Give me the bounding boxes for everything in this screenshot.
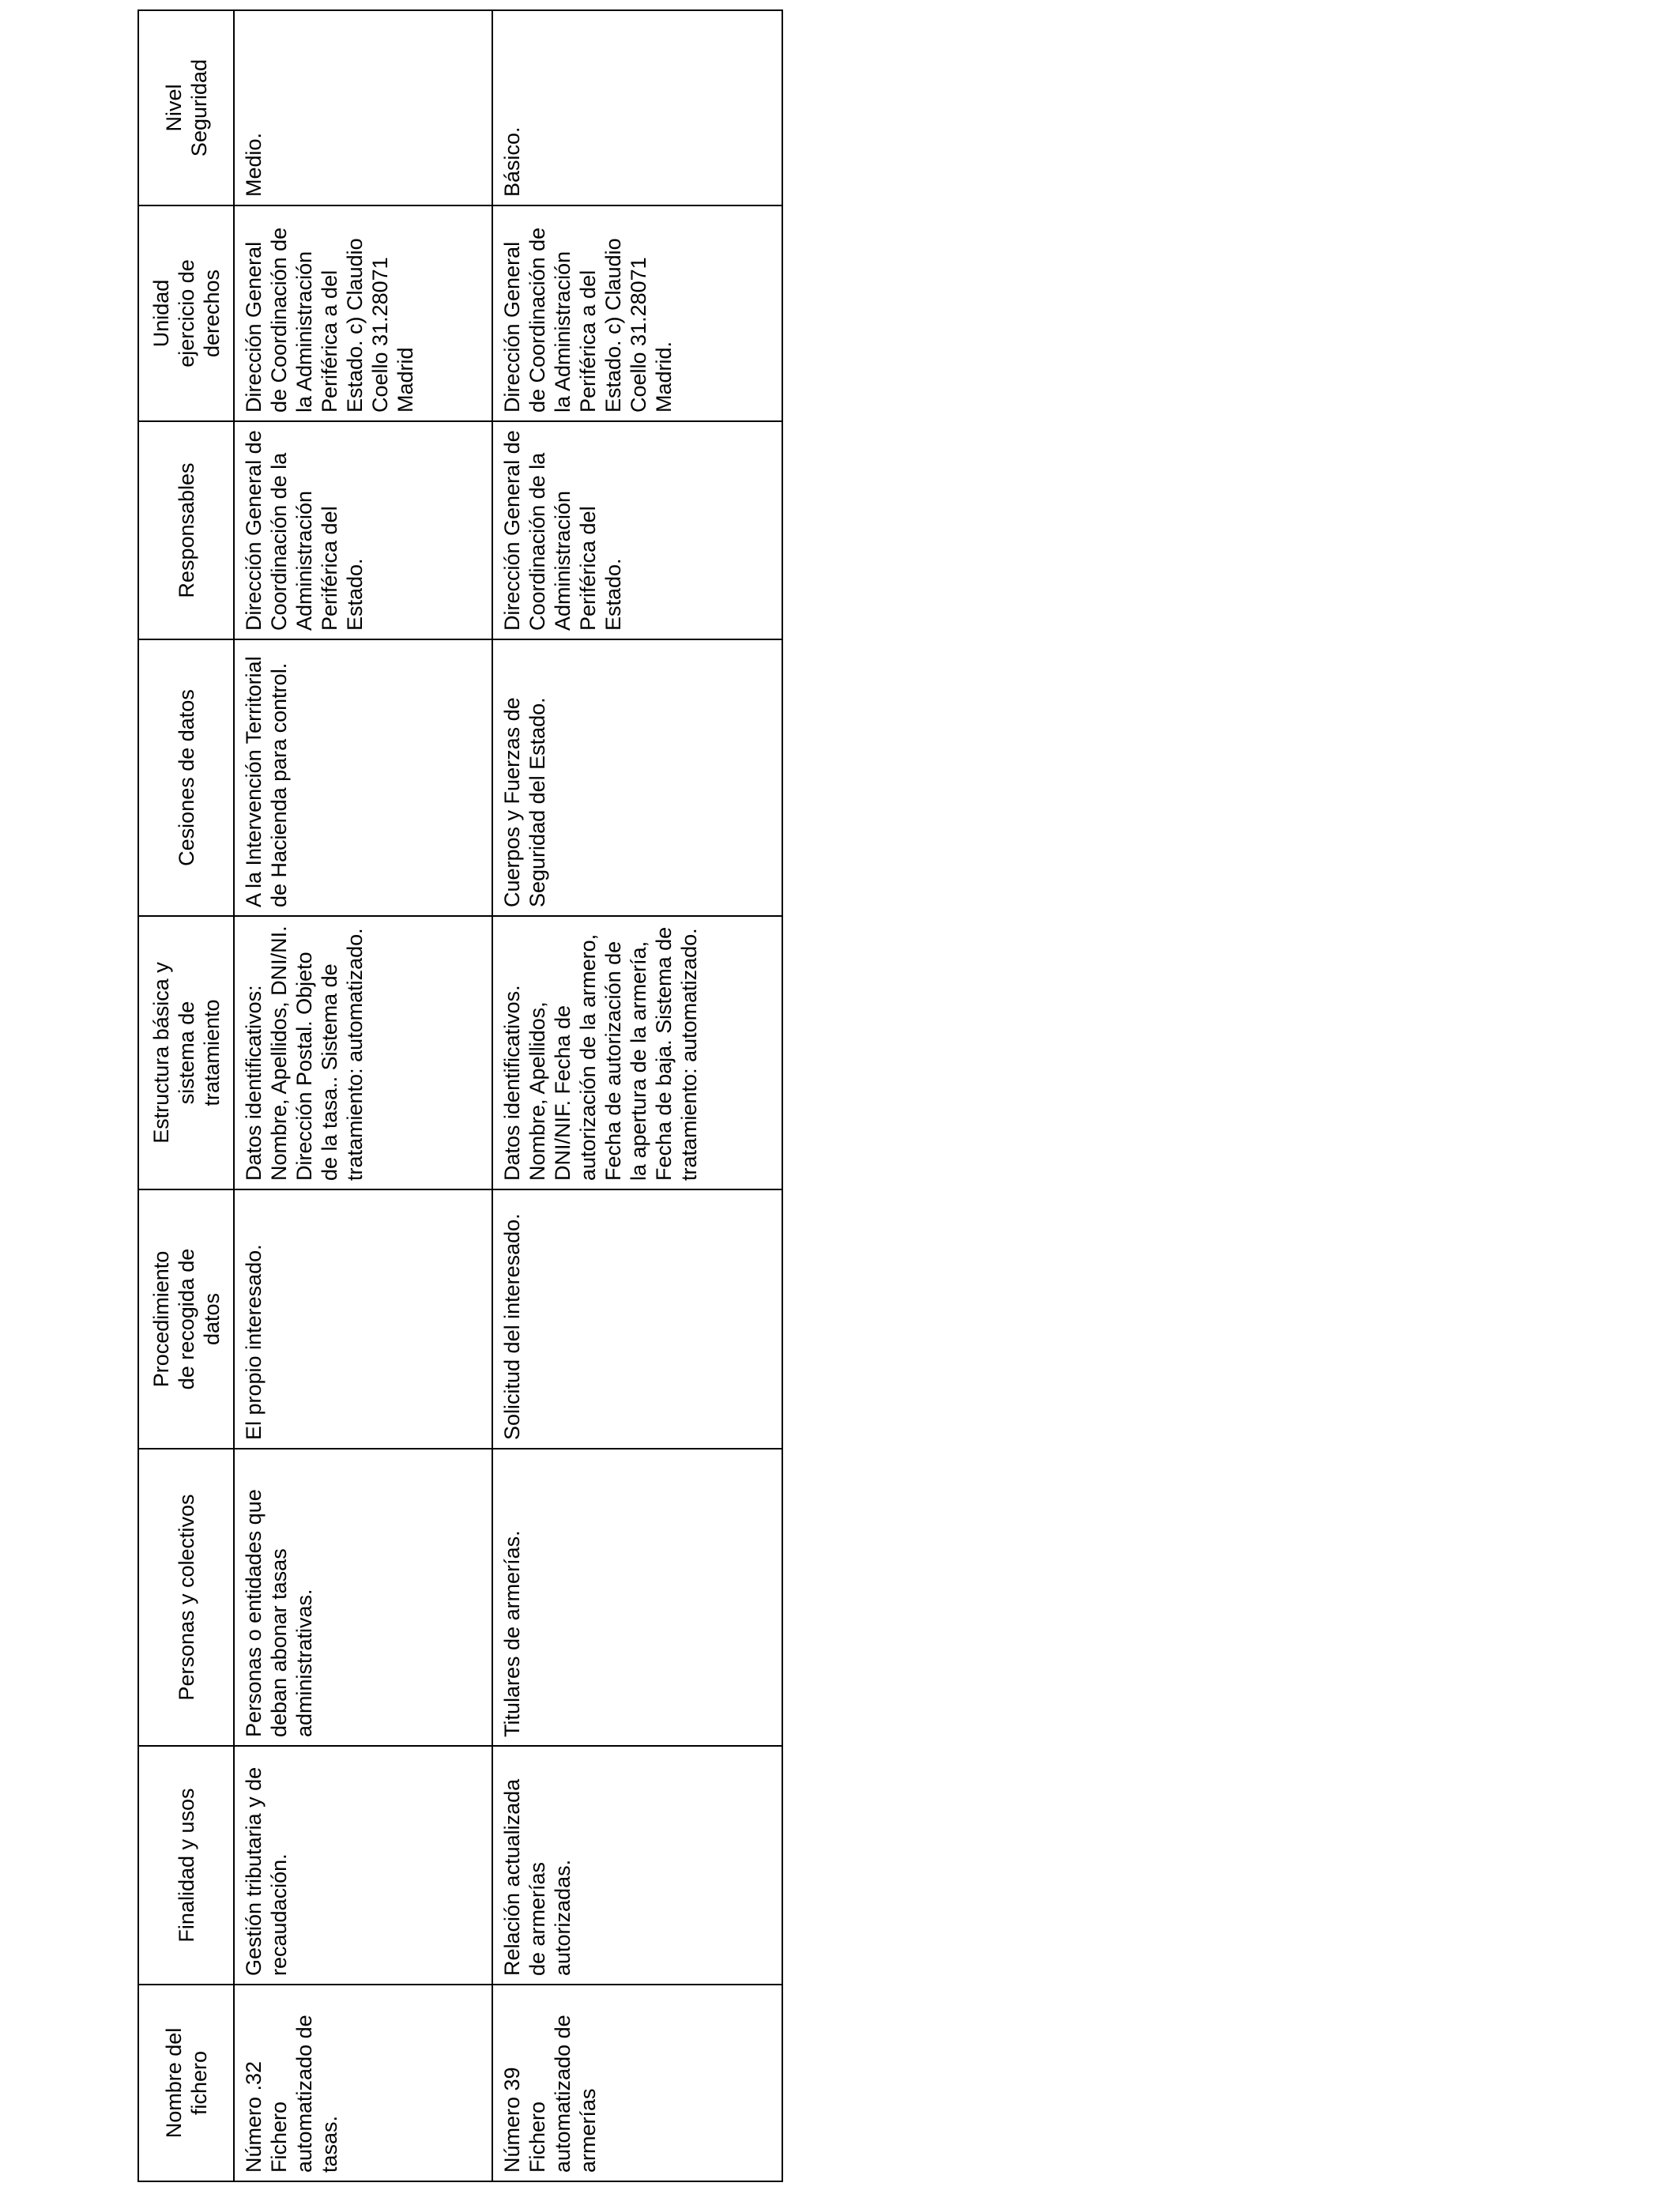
table-cell: Número .32 Fichero automatizado de tasas. — [234, 1985, 492, 2181]
header-finalidad-usos: Finalidad y usos — [138, 1746, 234, 1985]
data-files-table — [137, 9, 783, 2182]
header-unidad-derechos: Unidad ejercicio de derechos — [138, 205, 234, 421]
table-cell: Dirección General de Coordinación de la Administración Periférica a del Estado. c) Claudio Coello 31.28071 Madrid — [234, 205, 492, 421]
table-row — [234, 10, 492, 2181]
table-cell: Básico. — [492, 10, 782, 205]
table-cell: Cuerpos y Fuerzas de Seguridad del Estado. — [492, 639, 782, 916]
table-cell: Personas o entidades que deban abonar tasas administrativas. — [234, 1449, 492, 1746]
table-cell: El propio interesado. — [234, 1189, 492, 1449]
table-cell: Relación actualizada de armerías autorizadas. — [492, 1746, 782, 1985]
header-procedimiento-recogida: Procedimiento de recogida de datos — [138, 1189, 234, 1449]
table-cell: Dirección General de Coordinación de la Administración Periférica del Estado. — [234, 421, 492, 639]
header-estructura-basica: Estructura básica y sistema de tratamiento — [138, 916, 234, 1189]
table-cell: Dirección General de Coordinación de la Administración Periférica del Estado. — [492, 421, 782, 639]
header-personas-colectivos: Personas y colectivos — [138, 1449, 234, 1746]
table-cell: Datos identificativos. Nombre, Apellidos, DNI/NIF. Fecha de autorización de la armero, Fecha de autorización de la apertura de la armería, Fecha de baja. Sistema de tratamiento: automatizado. — [492, 916, 782, 1189]
table-cell: A la Intervención Territorial de Hacienda para control. — [234, 639, 492, 916]
table-cell: Dirección General de Coordinación de la Administración Periférica a del Estado. c) Claudio Coello 31.28071 Madrid. — [492, 205, 782, 421]
table-row — [492, 10, 782, 2181]
rotated-document-page — [137, 11, 782, 2182]
header-responsables: Responsables — [138, 421, 234, 639]
table-cell: Gestión tributaria y de recaudación. — [234, 1746, 492, 1985]
header-cesiones-datos: Cesiones de datos — [138, 639, 234, 916]
header-nombre-fichero: Nombre del fichero — [138, 1985, 234, 2181]
table-cell: Datos identificativos: Nombre, Apellidos, DNI/NI. Dirección Postal. Objeto de la tasa.. Sistema de tratamiento: automatizado. — [234, 916, 492, 1189]
table-cell: Solicitud del interesado. — [492, 1189, 782, 1449]
table-cell: Número 39 Fichero automatizado de armerías — [492, 1985, 782, 2181]
table-header-row — [138, 10, 234, 2181]
table-cell: Medio. — [234, 10, 492, 205]
table-cell: Titulares de armerías. — [492, 1449, 782, 1746]
header-nivel-seguridad: Nivel Seguridad — [138, 10, 234, 205]
